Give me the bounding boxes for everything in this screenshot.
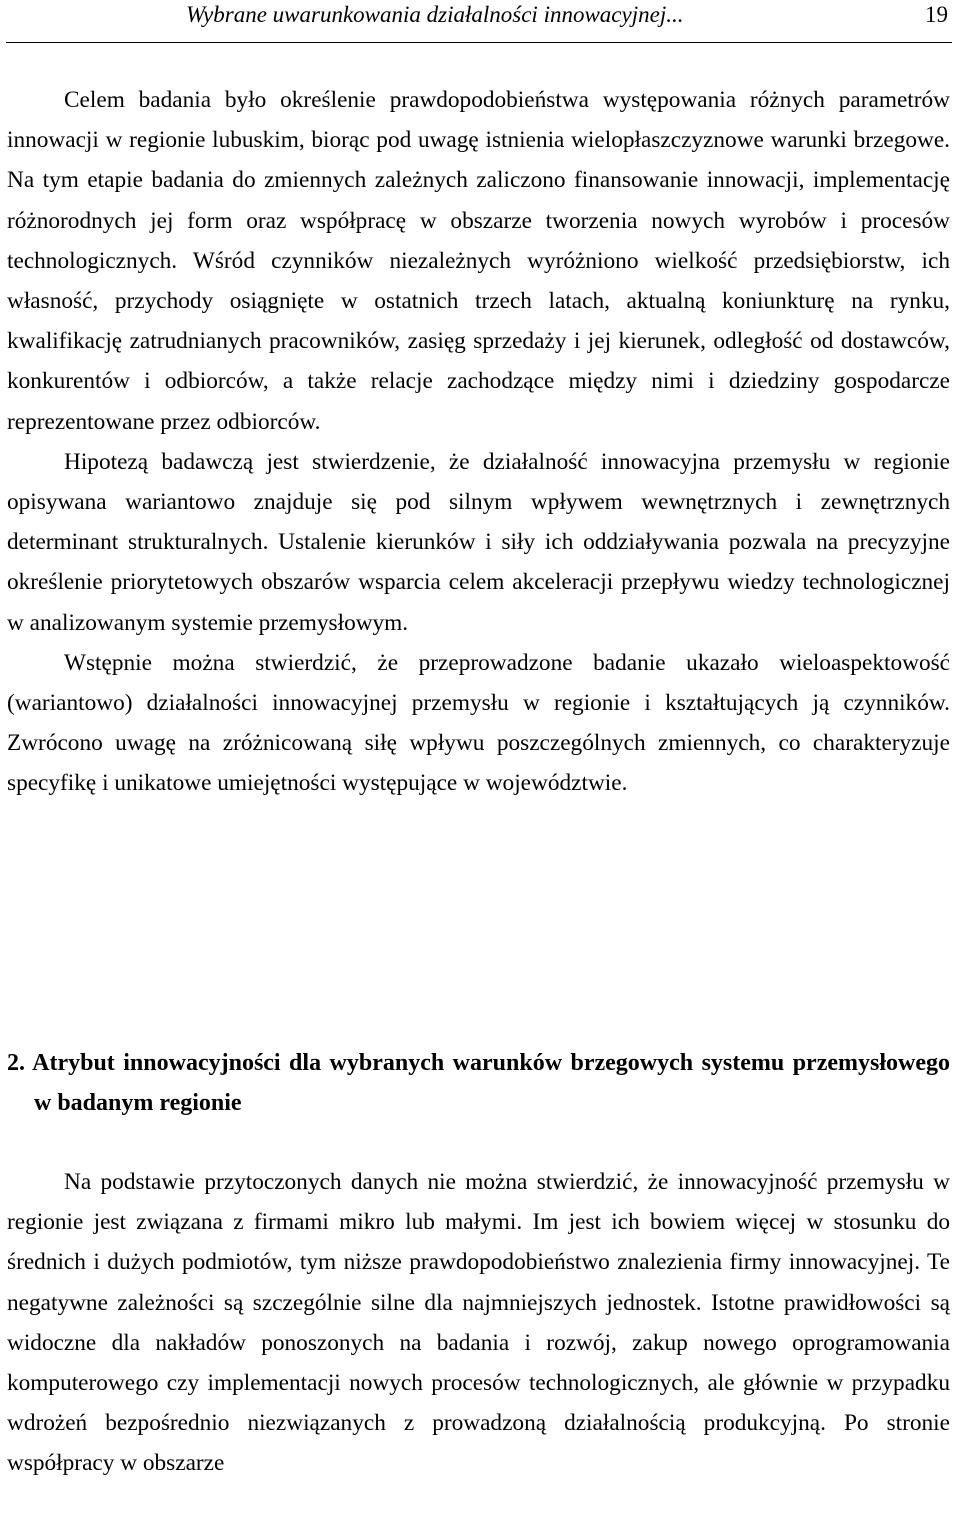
paragraph-2: Hipotezą badawczą jest stwierdzenie, że działalność innowacyjna przemysłu w regionie opisywana wariantowo znajduje się pod silnym wpływem wewnętrznych i zewnętrznych determinant strukturalnych. Ustalenie kierunków i siły ich oddziaływania pozwala na precyzyjne określenie priorytetowych obszarów wsparcia celem akceleracji przepływu wiedzy technologicznej w analizowanym systemie przemysłowym. <box>7 448 950 636</box>
body-text <box>7 80 950 804</box>
page-number: 19 <box>925 2 948 27</box>
section-paragraph: Na podstawie przytoczonych danych nie można stwierdzić, że innowacyjność przemysłu w regionie jest związana z firmami mikro lub małymi. Im jest ich bowiem więcej w stosunku do średnich i dużych podmiotów, tym niższe prawdopodobieństwo znalezienia firmy innowacyjnej. Te negatywne zależności są szczególnie silne dla najmniejszych jednostek. Istotne prawidłowości są widoczne dla nakładów ponoszonych na badania i rozwój, zakup nowego oprogramowania komputerowego czy implementacji nowych procesów technologicznych, ale głównie w przypadku wdrożeń bezpośrednio niezwiązanych z prowadzoną działalnością produkcyjną. Po stronie współpracy w obszarze <box>7 1169 950 1477</box>
section-heading: 2. Atrybut innowacyjności dla wybranych warunków brzegowych systemu przemysłowego w badanym regionie <box>7 1050 950 1116</box>
paragraph-3: Wstępnie można stwierdzić, że przeprowadzone badanie ukazało wieloaspektowość (wariantowo) działalności innowacyjnej przemysłu w regionie i kształtujących ją czynników. Zwrócono uwagę na zróżnicowaną siłę wpływu poszczególnych zmiennych, co charakteryzuje specyfikę i unikatowe umiejętności występujące w województwie. <box>7 649 950 797</box>
section-body <box>7 1162 950 1484</box>
running-title: Wybrane uwarunkowania działalności innowacyjnej... <box>186 2 684 27</box>
paragraph-1: Celem badania było określenie prawdopodobieństwa występowania różnych parametrów innowacji w regionie lubuskim, biorąc pod uwagę istnienia wielopłaszczyznowe warunki brzegowe. Na tym etapie badania do zmiennych zależnych zaliczono finansowanie innowacji, implementację różnorodnych jej form oraz współpracę w obszarze tworzenia nowych wyrobów i procesów technologicznych. Wśród czynników niezależnych wyróżniono wielkość przedsiębiorstw, ich własność, przychody osiągnięte w ostatnich trzech latach, aktualną koniunkturę na rynku, kwalifikację zatrudnianych pracowników, zasięg sprzedaży i jej kierunek, odległość od dostawców, konkurentów i odbiorców, a także relacje zachodzące między nimi i dziedziny gospodarcze reprezentowane przez odbiorców. <box>7 87 950 435</box>
running-header <box>6 0 952 43</box>
